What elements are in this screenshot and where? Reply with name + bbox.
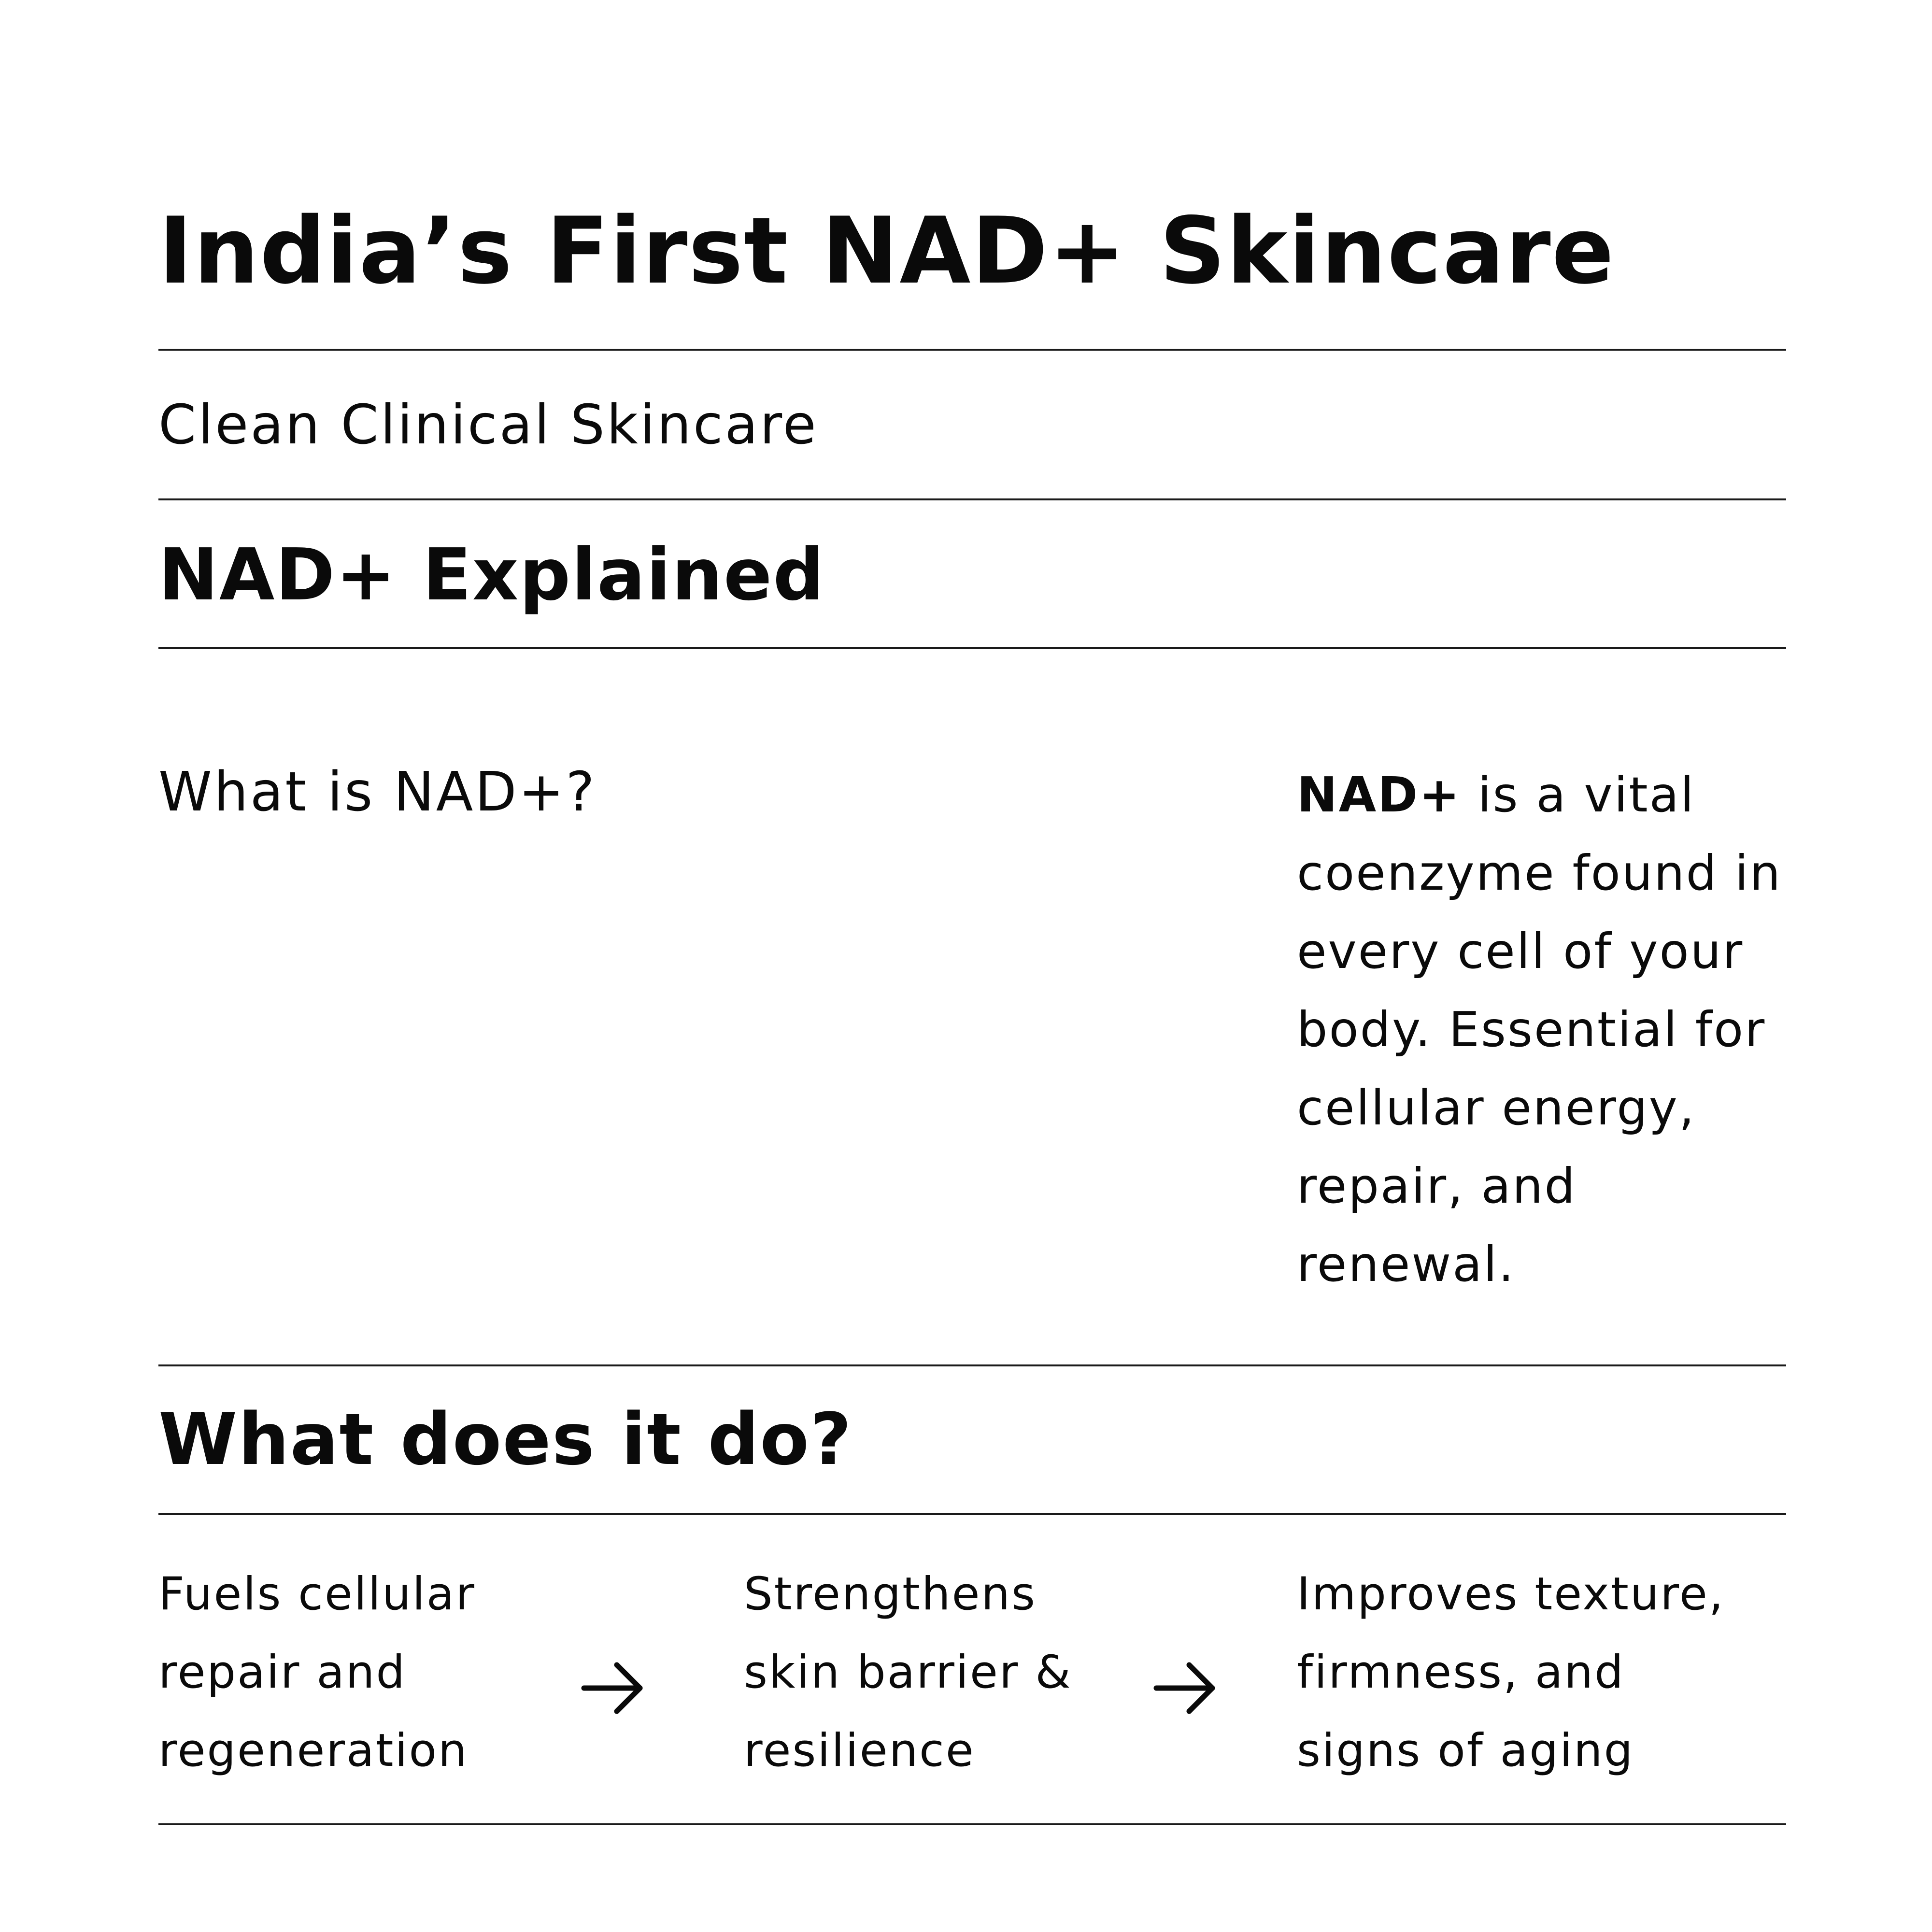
explanation-line: renewal. xyxy=(1297,1236,1515,1293)
arrow-right-icon xyxy=(1150,1652,1222,1724)
explanation-line xyxy=(1297,756,1790,834)
explanation-bold-term: NAD+ xyxy=(1297,767,1461,823)
benefit-step-line: regeneration xyxy=(158,1724,469,1777)
explanation-line: coenzyme found in xyxy=(1297,845,1782,901)
page-title: India’s First NAD+ Skincare xyxy=(158,198,1615,304)
benefit-step-line: Improves texture, xyxy=(1297,1568,1725,1620)
question-what-is-nad: What is NAD+? xyxy=(158,761,597,824)
divider-6 xyxy=(158,1823,1786,1825)
divider-3 xyxy=(158,647,1786,649)
explanation-text: is a vital xyxy=(1461,767,1695,823)
benefit-step-line: repair and xyxy=(158,1646,407,1699)
benefit-step-line: signs of aging xyxy=(1297,1724,1634,1777)
arrow-right-icon xyxy=(577,1652,650,1724)
benefit-step-line: Strengthens xyxy=(744,1568,1037,1620)
section-heading-what-does-it-do: What does it do? xyxy=(158,1398,852,1481)
explanation-line: cellular energy, xyxy=(1297,1080,1696,1136)
benefit-step-2 xyxy=(744,1555,1179,1790)
benefit-step-line: Fuels cellular xyxy=(158,1568,476,1620)
explanation-line: body. Essential for xyxy=(1297,1001,1766,1058)
divider-5 xyxy=(158,1513,1786,1515)
benefit-step-line: resilience xyxy=(744,1724,975,1777)
divider-4 xyxy=(158,1364,1786,1366)
benefit-step-3 xyxy=(1297,1555,1790,1790)
divider-2 xyxy=(158,498,1786,500)
divider-1 xyxy=(158,349,1786,351)
benefit-step-1 xyxy=(158,1555,593,1790)
section-heading-nad-explained: NAD+ Explained xyxy=(158,533,825,616)
explanation-line: repair, and xyxy=(1297,1158,1577,1214)
page-subtitle: Clean Clinical Skincare xyxy=(158,394,818,456)
nad-explanation xyxy=(1297,756,1790,1304)
benefit-step-line: skin barrier & xyxy=(744,1646,1072,1699)
benefit-step-line: firmness, and xyxy=(1297,1646,1625,1699)
explanation-line: every cell of your xyxy=(1297,923,1744,980)
